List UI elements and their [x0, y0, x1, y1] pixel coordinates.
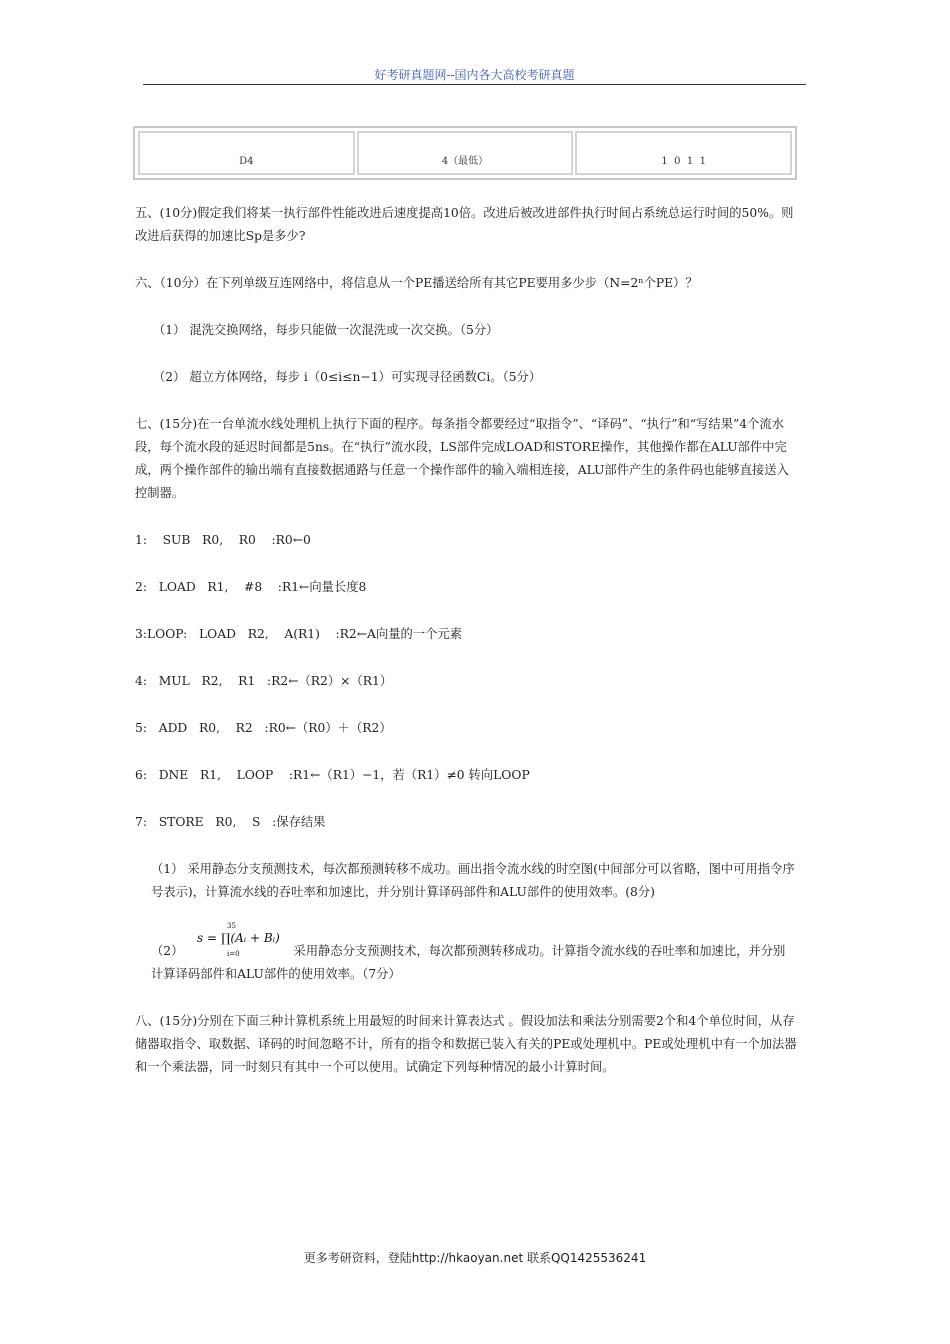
question-6-part-2: （2） 超立方体网络，每步 i（0≤i≤n−1）可实现寻径函数Ci。（5分）: [153, 370, 542, 384]
header-divider: [143, 84, 806, 85]
formula-upper-limit: 35: [227, 922, 236, 930]
document-body: [135, 202, 797, 1103]
code-line-3: 3:LOOP: LOAD R2, A(R1) :R2←A向量的一个元素: [135, 627, 463, 641]
question-7-part-1: （1） 采用静态分支预测技术，每次都预测转移不成功。画出指令流水线的时空图(中间部分可以省略，图中可用指令序号表示)，计算流水线的吞吐率和加速比，并分别计算译码部件和ALU部件的使用效率。(8分): [151, 862, 795, 899]
question-6-part-1: （1） 混洗交换网络，每步只能做一次混洗或一次交换。（5分）: [153, 323, 499, 337]
page-footer: [0, 1249, 950, 1266]
table-cell-2: 4（最低）: [357, 131, 574, 175]
table-cell-3: 1 0 1 1: [575, 131, 792, 175]
header-link[interactable]: 好考研真题网--国内各大高校考研真题: [374, 68, 575, 82]
question-8: 八、(15分)分别在下面三种计算机系统上用最短的时间来计算表达式 。假设加法和乘法分别需要2个和4个单位时间，从存储器取指令、取数据、译码的时间忽略不计，所有的指令和数据已装入有关的PE或处理机中。PE或处理机中有一个加法器和一个乘法器，同一时刻只有其中一个可以使用。试确定下列每种情况的最小计算时间。: [135, 1014, 797, 1074]
page-header: [143, 66, 806, 83]
question-7-part-2-label: （2）: [151, 944, 184, 958]
question-7-part-2-text: 采用静态分支预测技术，每次都预测转移成功。计算指令流水线的吞吐率和加速比，并分别计算译码部件和ALU部件的使用效率。（7分）: [151, 944, 786, 981]
code-line-4: 4: MUL R2, R1 :R2←（R2）×（R1）: [135, 674, 393, 688]
formula-lower-limit: i=0: [227, 950, 240, 958]
code-line-7: 7: STORE R0, S :保存结果: [135, 815, 326, 829]
question-7-title: 七、(15分)在一台单流水线处理机上执行下面的程序。每条指令都要经过“取指令”、“译码”、“执行”和“写结果”4个流水段，每个流水段的延迟时间都是5ns。在“执行”流水段，LS部件完成LOAD和STORE操作，其他操作都在ALU部件中完成，两个操作部件的输出端有直接数据通路与任意一个操作部件的输入端相连接，ALU部件产生的条件码也能够直接送入控制器。: [135, 417, 789, 500]
code-line-2: 2: LOAD R1, #8 :R1←向量长度8: [135, 580, 367, 594]
formula-body: s = ∏(Aᵢ + Bᵢ): [197, 931, 280, 945]
grade-table-row: [133, 126, 797, 180]
code-line-6: 6: DNE R1, LOOP :R1←（R1）−1，若（R1）≠0 转向LOOP: [135, 768, 530, 782]
code-line-5: 5: ADD R0, R2 :R0←（R0）＋（R2）: [135, 721, 392, 735]
table-cell-1: D4: [138, 131, 355, 175]
footer-text[interactable]: 更多考研资料，登陆http://hkaoyan.net 联系QQ1425536241: [303, 1251, 647, 1265]
code-line-1: 1: SUB R0, R0 :R0←0: [135, 533, 311, 547]
question-7-part-2: [135, 922, 797, 986]
question-5: 五、(10分)假定我们将某一执行部件性能改进后速度提高10倍。改进后被改进部件执行时间占系统总运行时间的50%。则改进后获得的加速比Sp是多少?: [135, 206, 794, 243]
question-6-title: 六、（10分）在下列单级互连网络中，将信息从一个PE播送给所有其它PE要用多少步（N=2ⁿ个PE）？: [135, 276, 698, 290]
